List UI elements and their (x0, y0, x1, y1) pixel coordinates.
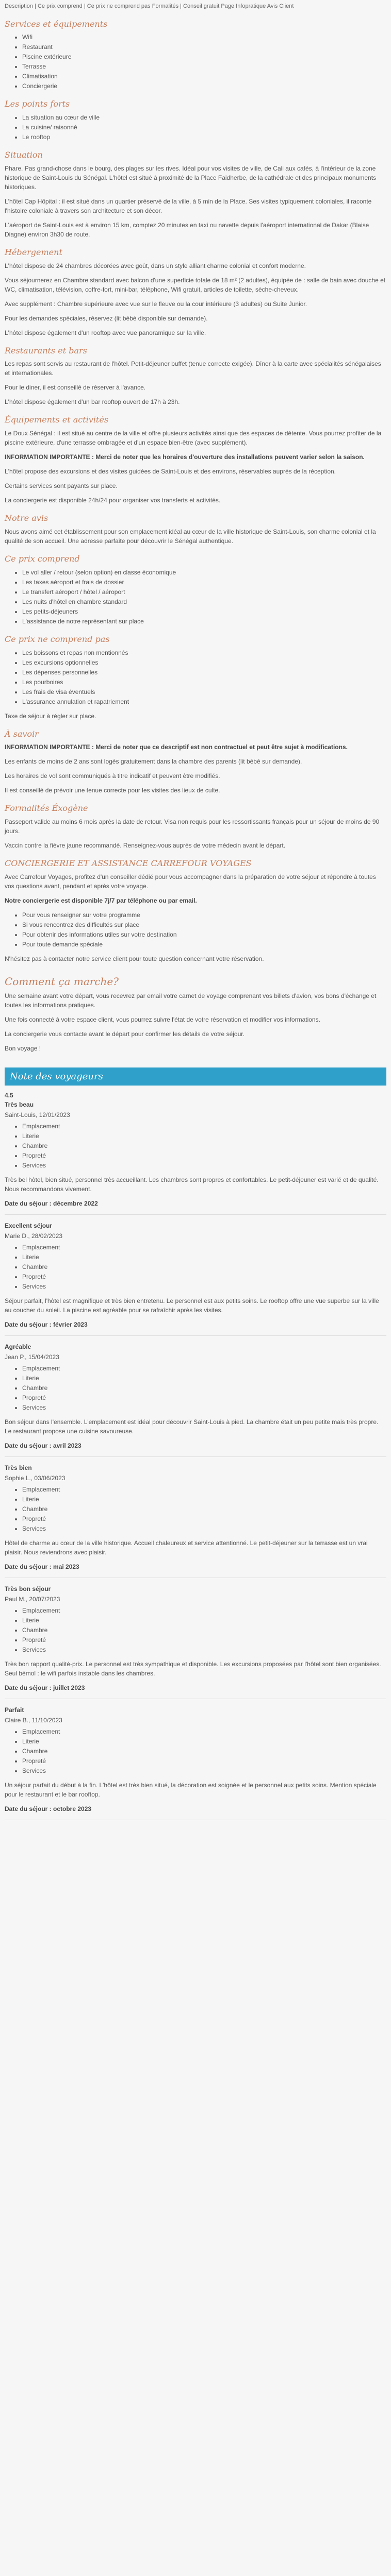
service-item: • Climatisation (22, 72, 386, 81)
service-item: • Restaurant (22, 42, 386, 52)
conseil-item: • Si vous rencontrez des difficultés sur place (22, 920, 386, 929)
equip-p3: L'hôtel propose des excursions et des visites guidées de Saint-Louis et des environs, réservables auprès de la réception. (5, 468, 336, 476)
exclude-item: • Les frais de visa éventuels (22, 687, 386, 697)
review-title: Agréable (5, 1343, 31, 1351)
review-meta: Sophie L., 03/06/2023 (5, 1475, 66, 1482)
review-criterion: • Literie (22, 1131, 386, 1141)
review-criterion: • Emplacement (22, 1727, 386, 1736)
review-text: Très bon rapport qualité-prix. Le personnel est très sympathique et disponible. Les excursions proposées par l'hôtel sont bien organisées. Seul bémol : le wifi parfois instable dans les chambres. (5, 1660, 381, 1677)
situation-p1: Phare. Pas grand-chose dans le bourg, des plages sur les rives. Idéal pour vos visites de ville, de Cali aux cafés, à l'intérieur de la zone historique de Saint-Louis du Sénégal. L'hôtel est situé à proximité de la Place Faidherbe, de la cathédrale et des principaux monuments historiques. (5, 164, 377, 191)
exclude-item: • Les dépenses personnelles (22, 668, 386, 677)
review-meta: Marie D., 28/02/2023 (5, 1232, 63, 1240)
include-item: • Le transfert aéroport / hôtel / aéroport (22, 587, 386, 597)
exclude-item: • Les boissons et repas non mentionnés (22, 648, 386, 657)
review-block (5, 1705, 386, 1814)
review-title: Très bien (5, 1464, 32, 1472)
review-text: Un séjour parfait du début à la fin. L'hôtel est très bien situé, la décoration est soignée et le personnel aux petits soins. Mention spéciale pour le restaurant et le bar rooftop. (5, 1782, 377, 1799)
review-criterion: • Services (22, 1403, 386, 1412)
service-item: • Wifi (22, 32, 386, 42)
review-text: Très bel hôtel, bien situé, personnel très accueillant. Les chambres sont propres et confortables. Le petit-déjeuner est varié et de qualité. Nous recommandons vivement. (5, 1176, 379, 1193)
avis-list (5, 1100, 386, 1820)
service-item: • Conciergerie (22, 81, 386, 91)
equip-p4: Certains services sont payants sur place. (5, 482, 118, 490)
avis-score: 4.5 (5, 1092, 13, 1099)
conseil-p2: Notre conciergerie est disponible 7j/7 par téléphone ou par email. (5, 897, 197, 905)
review-criterion: • Propreté (22, 1756, 386, 1766)
review-text: Bon séjour dans l'ensemble. L'emplacement est idéal pour découvrir Saint-Louis à pied. La chambre était un peu petite mais très propre. Le restaurant propose une cuisine savoureuse. (5, 1418, 379, 1435)
review-criterion: • Services (22, 1282, 386, 1291)
formalites-title: Formalités Éxogène (5, 803, 88, 814)
note-p1: Nous avons aimé cet établissement pour son emplacement idéal au cœur de la ville historique de Saint-Louis, son charme colonial et la qualité de son accueil. Une adresse parfaite pour découvrir le Sénégal authentique. (5, 528, 376, 545)
situation-p2: L'hôtel Cap Hôpital : il est situé dans un quartier préservé de la ville, à 5 min de la Place. Ses visites typiquement coloniales, il raconte l'histoire coloniale à travers son architecture et son décor. (5, 197, 372, 214)
equip-title: Équipements et activités (5, 415, 109, 425)
hebergement-p5: L'hôtel dispose également d'un rooftop avec vue panoramique sur la ville. (5, 329, 206, 336)
savoir-p2: Les enfants de moins de 2 ans sont logés gratuitement dans la chambre des parents (lit bébé sur demande). (5, 758, 302, 766)
fort-item: • La situation au cœur de ville (22, 113, 386, 122)
conseil-item: • Pour toute demande spéciale (22, 940, 386, 949)
review-criterion: • Propreté (22, 1635, 386, 1645)
review-block (5, 1221, 386, 1329)
forts-list (5, 113, 386, 142)
review-criterion: • Services (22, 1161, 386, 1170)
review-criterion: • Emplacement (22, 1243, 386, 1252)
breadcrumb[interactable]: Description | Ce prix comprend | Ce prix ne comprend pas Formalités | Conseil gratuit Page Infopratique Avis Client (5, 3, 294, 9)
exclude-item: • Les excursions optionnelles (22, 658, 386, 667)
review-criteria (5, 1122, 386, 1170)
review-criterion: • Services (22, 1645, 386, 1654)
review-date: Date du séjour : mai 2023 (5, 1563, 79, 1571)
includes-list (5, 568, 386, 626)
review-meta: Jean P., 15/04/2023 (5, 1353, 59, 1361)
hebergement-title: Hébergement (5, 247, 62, 257)
review-criteria (5, 1485, 386, 1533)
fort-item: • La cuisine/ raisonné (22, 123, 386, 132)
conseil-list (5, 910, 386, 949)
formalites-p2: Vaccin contre la fièvre jaune recommandé. Renseignez-vous auprès de votre médecin avant le départ. (5, 842, 286, 850)
conseil-item: • Pour obtenir des informations utiles sur votre destination (22, 930, 386, 939)
review-criterion: • Chambre (22, 1262, 386, 1272)
equip-p5: La conciergerie est disponible 24h/24 pour organiser vos transferts et activités. (5, 497, 221, 504)
review-criterion: • Services (22, 1766, 386, 1775)
includes-title: Ce prix comprend (5, 554, 80, 564)
review-title: Parfait (5, 1706, 24, 1714)
comment-p3: La conciergerie vous contacte avant le départ pour confirmer les détails de votre séjour. (5, 1030, 245, 1038)
comment-title: Comment ça marche? (5, 975, 119, 988)
review-text: Séjour parfait, l'hôtel est magnifique et très bien entretenu. Le personnel est aux petits soins. Le rooftop offre une vue superbe sur la ville au coucher du soleil. La piscine est agréable pour se rafraîchir après les visites. (5, 1297, 379, 1314)
comment-p1: Une semaine avant votre départ, vous recevrez par email votre carnet de voyage comprenant vos billets d'avion, vos bons d'échange et toutes les informations pratiques. (5, 992, 377, 1009)
bars-p1: Les repas sont servis au restaurant de l'hôtel. Petit-déjeuner buffet (tenue correcte exigée). Dîner à la carte avec spécialités sénégalaises et internationales. (5, 360, 381, 377)
hebergement-p3: Avec supplément : Chambre supérieure avec vue sur le fleuve ou la cour intérieure (3 adultes) ou Suite Junior. (5, 300, 307, 308)
review-criterion: • Chambre (22, 1383, 386, 1393)
review-block (5, 1342, 386, 1450)
include-item: • L'assistance de notre représentant sur place (22, 617, 386, 626)
review-meta: Paul M., 20/07/2023 (5, 1596, 60, 1603)
review-divider (5, 1214, 386, 1215)
review-date: Date du séjour : avril 2023 (5, 1442, 82, 1450)
review-criteria (5, 1606, 386, 1654)
savoir-title: À savoir (5, 728, 39, 739)
excludes-list (5, 648, 386, 706)
review-criteria (5, 1364, 386, 1412)
review-criterion: • Literie (22, 1616, 386, 1625)
savoir-p4: Il est conseillé de prévoir une tenue correcte pour les visites des lieux de culte. (5, 787, 220, 794)
service-item: • Piscine extérieure (22, 52, 386, 61)
include-item: • Les nuits d'hôtel en chambre standard (22, 597, 386, 606)
situation-title: Situation (5, 150, 43, 160)
conseil-title: CONCIERGERIE ET ASSISTANCE CARREFOUR VOYAGES (5, 858, 252, 869)
review-criterion: • Propreté (22, 1514, 386, 1523)
review-date: Date du séjour : octobre 2023 (5, 1805, 92, 1813)
review-criterion: • Literie (22, 1252, 386, 1262)
review-block (5, 1584, 386, 1692)
review-block (5, 1463, 386, 1571)
review-criterion: • Chambre (22, 1141, 386, 1150)
services-list (5, 32, 386, 91)
hebergement-p2: Vous séjournerez en Chambre standard avec balcon d'une superficie totale de 18 m² (2 adultes), équipée de : salle de bain avec douche et WC, climatisation, télévision, coffre-fort, mini-bar, téléphone, Wifi gratuit, articles de toilette, sèche-cheveux. (5, 276, 386, 293)
review-divider (5, 1335, 386, 1336)
review-criterion: • Literie (22, 1495, 386, 1504)
bars-p3: L'hôtel dispose également d'un bar rooftop ouvert de 17h à 23h. (5, 398, 180, 406)
review-criterion: • Emplacement (22, 1485, 386, 1494)
review-criterion: • Literie (22, 1374, 386, 1383)
review-criteria (5, 1243, 386, 1291)
service-item: • Terrasse (22, 62, 386, 71)
review-date: Date du séjour : décembre 2022 (5, 1200, 98, 1208)
excludes-note: Taxe de séjour à régler sur place. (5, 712, 96, 720)
conseil-p1: Avec Carrefour Voyages, profitez d'un conseiller dédié pour vous accompagner dans la préparation de votre séjour et répondre à toutes vos questions avant, pendant et après votre voyage. (5, 873, 376, 890)
review-block (5, 1100, 386, 1208)
review-criterion: • Emplacement (22, 1364, 386, 1373)
equip-p1: Le Doux Sénégal : il est situé au centre de la ville et offre plusieurs activités ainsi que des espaces de détente. Vous pourrez profiter de la piscine extérieure, d'une terrasse ombragée et d'un espace bien-être (avec supplément). (5, 430, 382, 447)
review-criterion: • Chambre (22, 1504, 386, 1514)
forts-title: Les points forts (5, 99, 70, 109)
savoir-p3: Les horaires de vol sont communiqués à titre indicatif et peuvent être modifiés. (5, 772, 220, 780)
review-date: Date du séjour : juillet 2023 (5, 1684, 85, 1692)
equip-p2: INFORMATION IMPORTANTE : Merci de noter que les horaires d'ouverture des installations peuvent varier selon la saison. (5, 453, 365, 461)
review-date: Date du séjour : février 2023 (5, 1321, 88, 1329)
include-item: • Les taxes aéroport et frais de dossier (22, 578, 386, 587)
review-criterion: • Emplacement (22, 1606, 386, 1615)
conseil-item: • Pour vous renseigner sur votre programme (22, 910, 386, 920)
bars-p2: Pour le diner, il est conseillé de réserver à l'avance. (5, 384, 146, 392)
savoir-p1: INFORMATION IMPORTANTE : Merci de noter que ce descriptif est non contractuel et peut être sujet à modifications. (5, 743, 348, 751)
services-title: Services et équipements (5, 19, 108, 29)
review-title: Excellent séjour (5, 1222, 53, 1230)
fort-item: • Le rooftop (22, 132, 386, 142)
note-title: Notre avis (5, 513, 48, 523)
formalites-p1: Passeport valide au moins 6 mois après la date de retour. Visa non requis pour les ressortissants français pour un séjour de moins de 90 jours. (5, 818, 380, 835)
review-divider (5, 1456, 386, 1457)
avis-header: Note des voyageurs (5, 1067, 386, 1086)
review-criterion: • Propreté (22, 1151, 386, 1160)
review-meta: Claire B., 11/10/2023 (5, 1717, 62, 1724)
review-title: Très beau (5, 1101, 34, 1109)
review-criterion: • Propreté (22, 1272, 386, 1281)
include-item: • Les petits-déjeuners (22, 607, 386, 616)
review-criterion: • Emplacement (22, 1122, 386, 1131)
bars-title: Restaurants et bars (5, 345, 87, 355)
page (5, 0, 386, 1847)
review-title: Très bon séjour (5, 1585, 51, 1593)
review-criterion: • Chambre (22, 1625, 386, 1635)
review-meta: Saint-Louis, 12/01/2023 (5, 1111, 70, 1119)
hebergement-p4: Pour les demandes spéciales, réservez (lit bébé disponible sur demande). (5, 314, 208, 322)
review-text: Hôtel de charme au cœur de la ville historique. Accueil chaleureux et service attentionné. Le petit-déjeuner sur la terrasse est un vrai plaisir. Nous reviendrons avec plaisir. (5, 1539, 368, 1556)
excludes-title: Ce prix ne comprend pas (5, 634, 110, 644)
include-item: • Le vol aller / retour (selon option) en classe économique (22, 568, 386, 577)
review-criterion: • Propreté (22, 1393, 386, 1402)
review-criteria (5, 1727, 386, 1775)
review-criterion: • Literie (22, 1737, 386, 1746)
exclude-item: • Les pourboires (22, 677, 386, 687)
situation-p3: L'aéroport de Saint-Louis est à environ 15 km, comptez 20 minutes en taxi ou navette depuis l'aéroport international de Dakar (Blaise Diagne) environ 3h30 de route. (5, 221, 369, 238)
conseil-p3: N'hésitez pas à contacter notre service client pour toute question concernant votre réservation. (5, 955, 264, 963)
hebergement-p1: L'hôtel dispose de 24 chambres décorées avec goût, dans un style alliant charme colonial et confort moderne. (5, 262, 306, 269)
exclude-item: • L'assurance annulation et rapatriement (22, 697, 386, 706)
review-criterion: • Services (22, 1524, 386, 1533)
comment-p2: Une fois connecté à votre espace client, vous pourrez suivre l'état de votre réservation et modifier vos informations. (5, 1016, 320, 1024)
comment-p4: Bon voyage ! (5, 1045, 41, 1053)
review-criterion: • Chambre (22, 1747, 386, 1756)
